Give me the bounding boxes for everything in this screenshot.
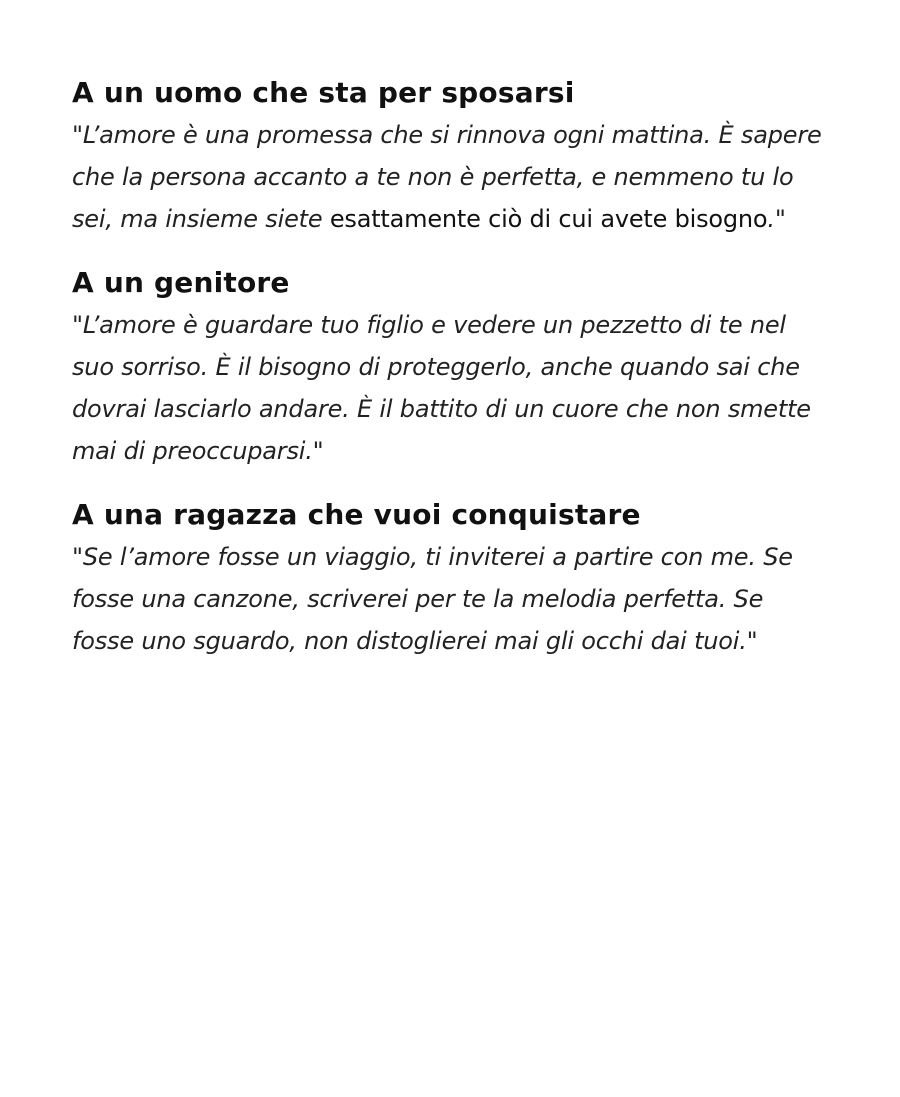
- quote-text-end: .": [767, 205, 786, 233]
- section-groom: [72, 72, 832, 240]
- section-girl: [72, 494, 832, 662]
- section-quote: "L’amore è guardare tuo figlio e vedere un pezzetto di te nel suo sorriso. È il bisogno di proteggerlo, anche quando sai che dovrai lasciarlo andare. È il battito di un cuore che non smette mai di preoccuparsi.": [72, 311, 811, 465]
- section-heading: A un uomo che sta per sposarsi: [72, 76, 575, 109]
- document-page: [72, 72, 832, 684]
- section-quote: "Se l’amore fosse un viaggio, ti inviterei a partire con me. Se fosse una canzone, scriverei per te la melodia perfetta. Se fosse uno sguardo, non distoglierei mai gli occhi dai tuoi.": [72, 543, 793, 655]
- quote-text: "L’amore è una promessa che si rinnova ogni mattina. È sapere che la persona accanto a te non è perfetta, e nemmeno tu lo sei, ma insieme siete: [72, 121, 822, 233]
- section-parent: [72, 262, 832, 472]
- quote-emphasis: esattamente ciò di cui avete bisogno: [329, 205, 768, 233]
- section-quote: [72, 114, 832, 240]
- section-heading: A una ragazza che vuoi conquistare: [72, 498, 641, 531]
- section-heading: A un genitore: [72, 266, 290, 299]
